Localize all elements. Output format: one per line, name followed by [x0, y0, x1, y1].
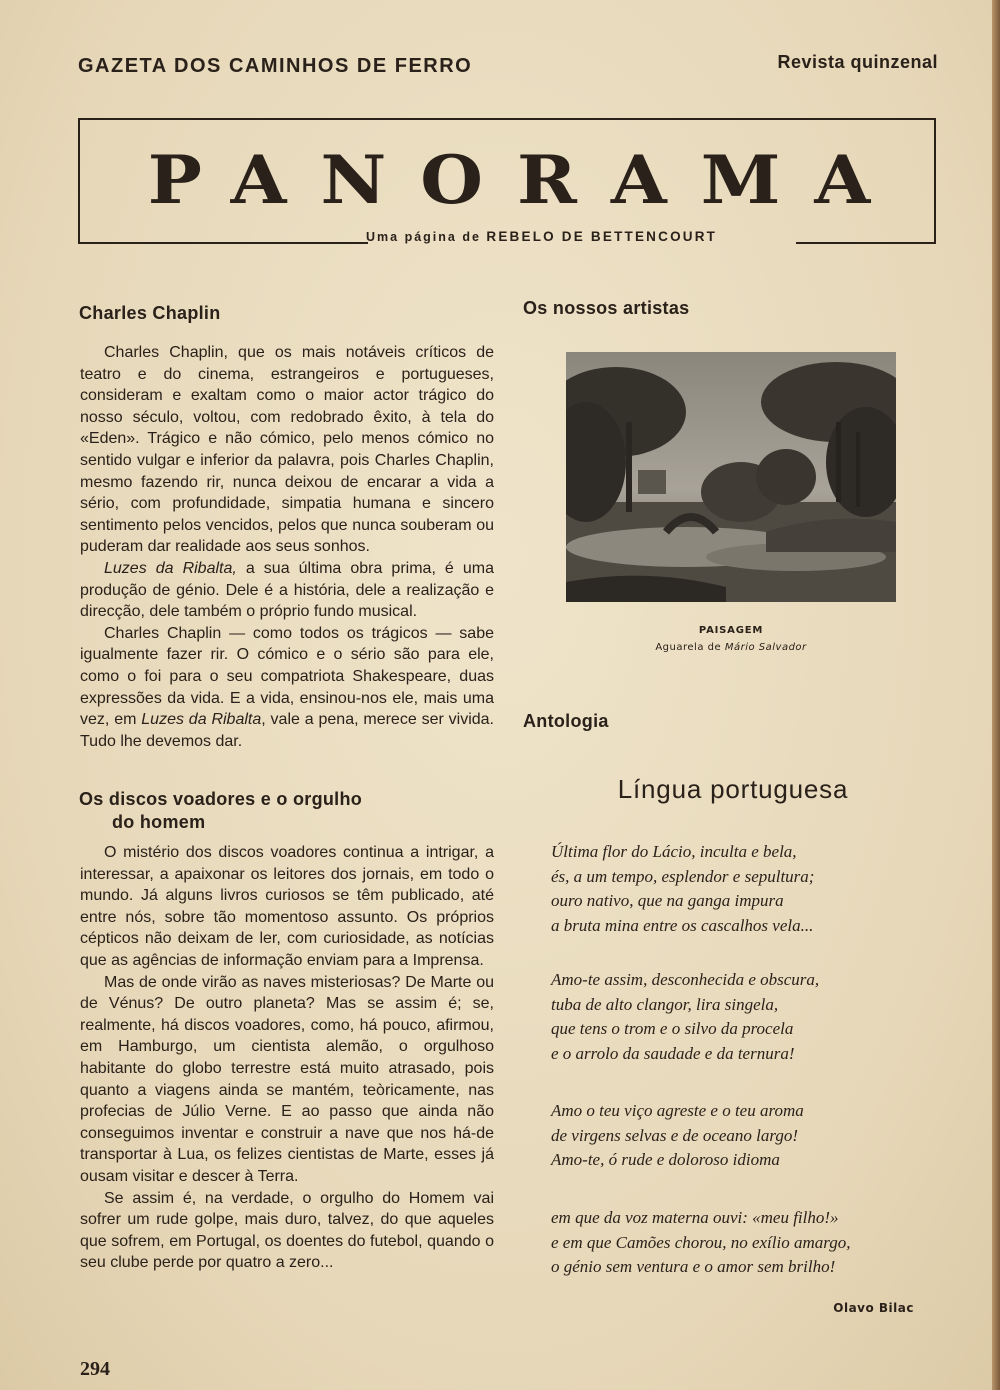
- paragraph: O mistério dos discos voadores continua a intrigar, a interessar, a apaixonar os leitores dos jornais, em todo o mundo. Já alguns livros curiosos se têm publicado, até entre nós, sobre tão momentoso assunto. Os próprios cépticos não deixam de ler, com curiosidade, as notícias que as agências de informação enviam para a Imprensa.: [80, 844, 494, 969]
- painting-title: PAISAGEM: [698, 625, 764, 636]
- paragraph-text: a sua última obra prima, é uma produção de génio. Dele é a história, dele a realização e direcção, dele também o próprio fundo musical.: [80, 559, 494, 621]
- section-heading-artists: Os nossos artistas: [523, 298, 690, 318]
- film-title: Luzes da Ribalta,: [104, 559, 237, 577]
- byline: [366, 229, 717, 244]
- paragraph-text: , vale a pena, merece ser vivida. Tudo lhe devemos dar.: [80, 711, 495, 750]
- poem-line: Amo-te assim, desconhecida e obscura,: [551, 970, 820, 989]
- painting-image: [566, 352, 896, 602]
- poem-stanza: [551, 840, 921, 938]
- heading-line: Os discos voadores e o orgulho: [79, 789, 363, 809]
- frame-rule-right: [796, 242, 936, 244]
- poem-line: és, a um tempo, esplendor e sepultura;: [551, 866, 815, 886]
- frame-rule-left: [78, 242, 368, 244]
- poem-line: a bruta mina entre os cascalhos vela...: [551, 915, 814, 935]
- heading-line: do homem: [112, 812, 206, 832]
- poem-line: que tens o trom e o silvo da procela: [551, 1019, 794, 1038]
- section-heading-anthology: Antologia: [523, 711, 609, 731]
- page-number: 294: [80, 1358, 110, 1380]
- poem-line: e em que Camões chorou, no exílio amargo,: [551, 1232, 851, 1252]
- poem-title: Língua portuguesa: [617, 774, 849, 804]
- byline-author: REBELO DE BETTENCOURT: [486, 229, 718, 244]
- byline-prefix: Uma página de: [366, 230, 481, 244]
- publication-name: GAZETA DOS CAMINHOS DE FERRO: [78, 55, 473, 77]
- publication-frequency: Revista quinzenal: [777, 52, 938, 72]
- poem-author: Olavo Bilac: [833, 1301, 914, 1315]
- poem-line: em que da voz materna ouvi: «meu filho!»: [551, 1208, 839, 1227]
- poem-line: e o arrolo da saudade e da ternura!: [551, 1043, 795, 1063]
- paragraph: Charles Chaplin, que os mais notáveis críticos de teatro e do cinema, estrangeiros e portugueses, consideram e exaltam como o maior actor trágico do nosso século, voltou, com redobrado êxito, à tela do «Eden». Trágico e não cómico, pelo menos cómico no sentido vulgar e inferior da palavra, pois Charles Chaplin, mesmo fazendo rir, nunca deixou de encarar a vida a sério, com profundidade, simpatia humana e sincero sentimento pelos vencidos, pelos que nunca souberam ou puderam dar realidade aos seus sonhos.: [80, 344, 494, 556]
- paragraph-text: Charles Chaplin — como todos os trágicos — sabe igualmente fazer rir. O cómico e o sério são para ele, como o foi para o seu compatriota Shakespeare, duas expressões da vida. E a vida, ensinou-nos ele, mais uma vez, em: [80, 624, 494, 729]
- paragraph: Mas de onde virão as naves misteriosas? De Marte ou de Vénus? De outro planeta? Mas se assim é; se, realmente, há discos voadores, como, há pouco, afirmou, em Hamburgo, um cientista alemão, o orgulhoso habitante do globo terrestre está muito atrasado, pois quanto a viagens ainda se mantém, teòricamente, nas profecias de Júlio Verne. E ao passo que ainda não conseguimos inventar e construir a nave que nos há-de transportar à Lua, os felizes cientistas de Marte, esses já ousam visitar e descer à Terra.: [80, 973, 494, 1185]
- article-discos: [80, 842, 494, 1274]
- title-frame: [78, 118, 936, 242]
- poem-line: de virgens selvas e de oceano largo!: [551, 1125, 799, 1145]
- landscape-painting: [566, 352, 896, 602]
- poem-line: Amo o teu viço agreste e o teu aroma: [551, 1101, 804, 1120]
- film-title: Luzes da Ribalta: [141, 711, 262, 729]
- poem-line: tuba de alto clangor, lira singela,: [551, 994, 779, 1014]
- paragraph: [80, 558, 494, 623]
- poem-stanza: [551, 1099, 921, 1173]
- poem-line: ouro nativo, que na ganga impura: [551, 891, 784, 910]
- artist-name: Mário Salvador: [724, 642, 807, 653]
- page-title: PANORAMA: [147, 140, 905, 219]
- section-heading-chaplin: Charles Chaplin: [79, 303, 221, 323]
- poem-stanza: [551, 1206, 921, 1280]
- poem-stanza: [551, 968, 921, 1066]
- poem-line: Última flor do Lácio, inculta e bela,: [551, 842, 797, 861]
- paragraph: [80, 623, 494, 753]
- section-heading-discos: [79, 788, 362, 834]
- paragraph: Se assim é, na verdade, o orgulho do Homem vai sofrer um rude golpe, mais duro, talvez, do que aqueles que sofrem, em Portugal, os doentes do futebol, quando o seu clube perde por quatro a zero...: [80, 1189, 494, 1272]
- painting-credit: [566, 642, 896, 653]
- poem-line: Amo-te, ó rude e doloroso idioma: [551, 1150, 780, 1169]
- article-chaplin: [80, 342, 494, 752]
- caption-prefix: Aguarela de: [655, 642, 722, 653]
- poem-line: o génio sem ventura e o amor sem brilho!: [551, 1257, 836, 1276]
- page-edge: [992, 0, 1000, 1390]
